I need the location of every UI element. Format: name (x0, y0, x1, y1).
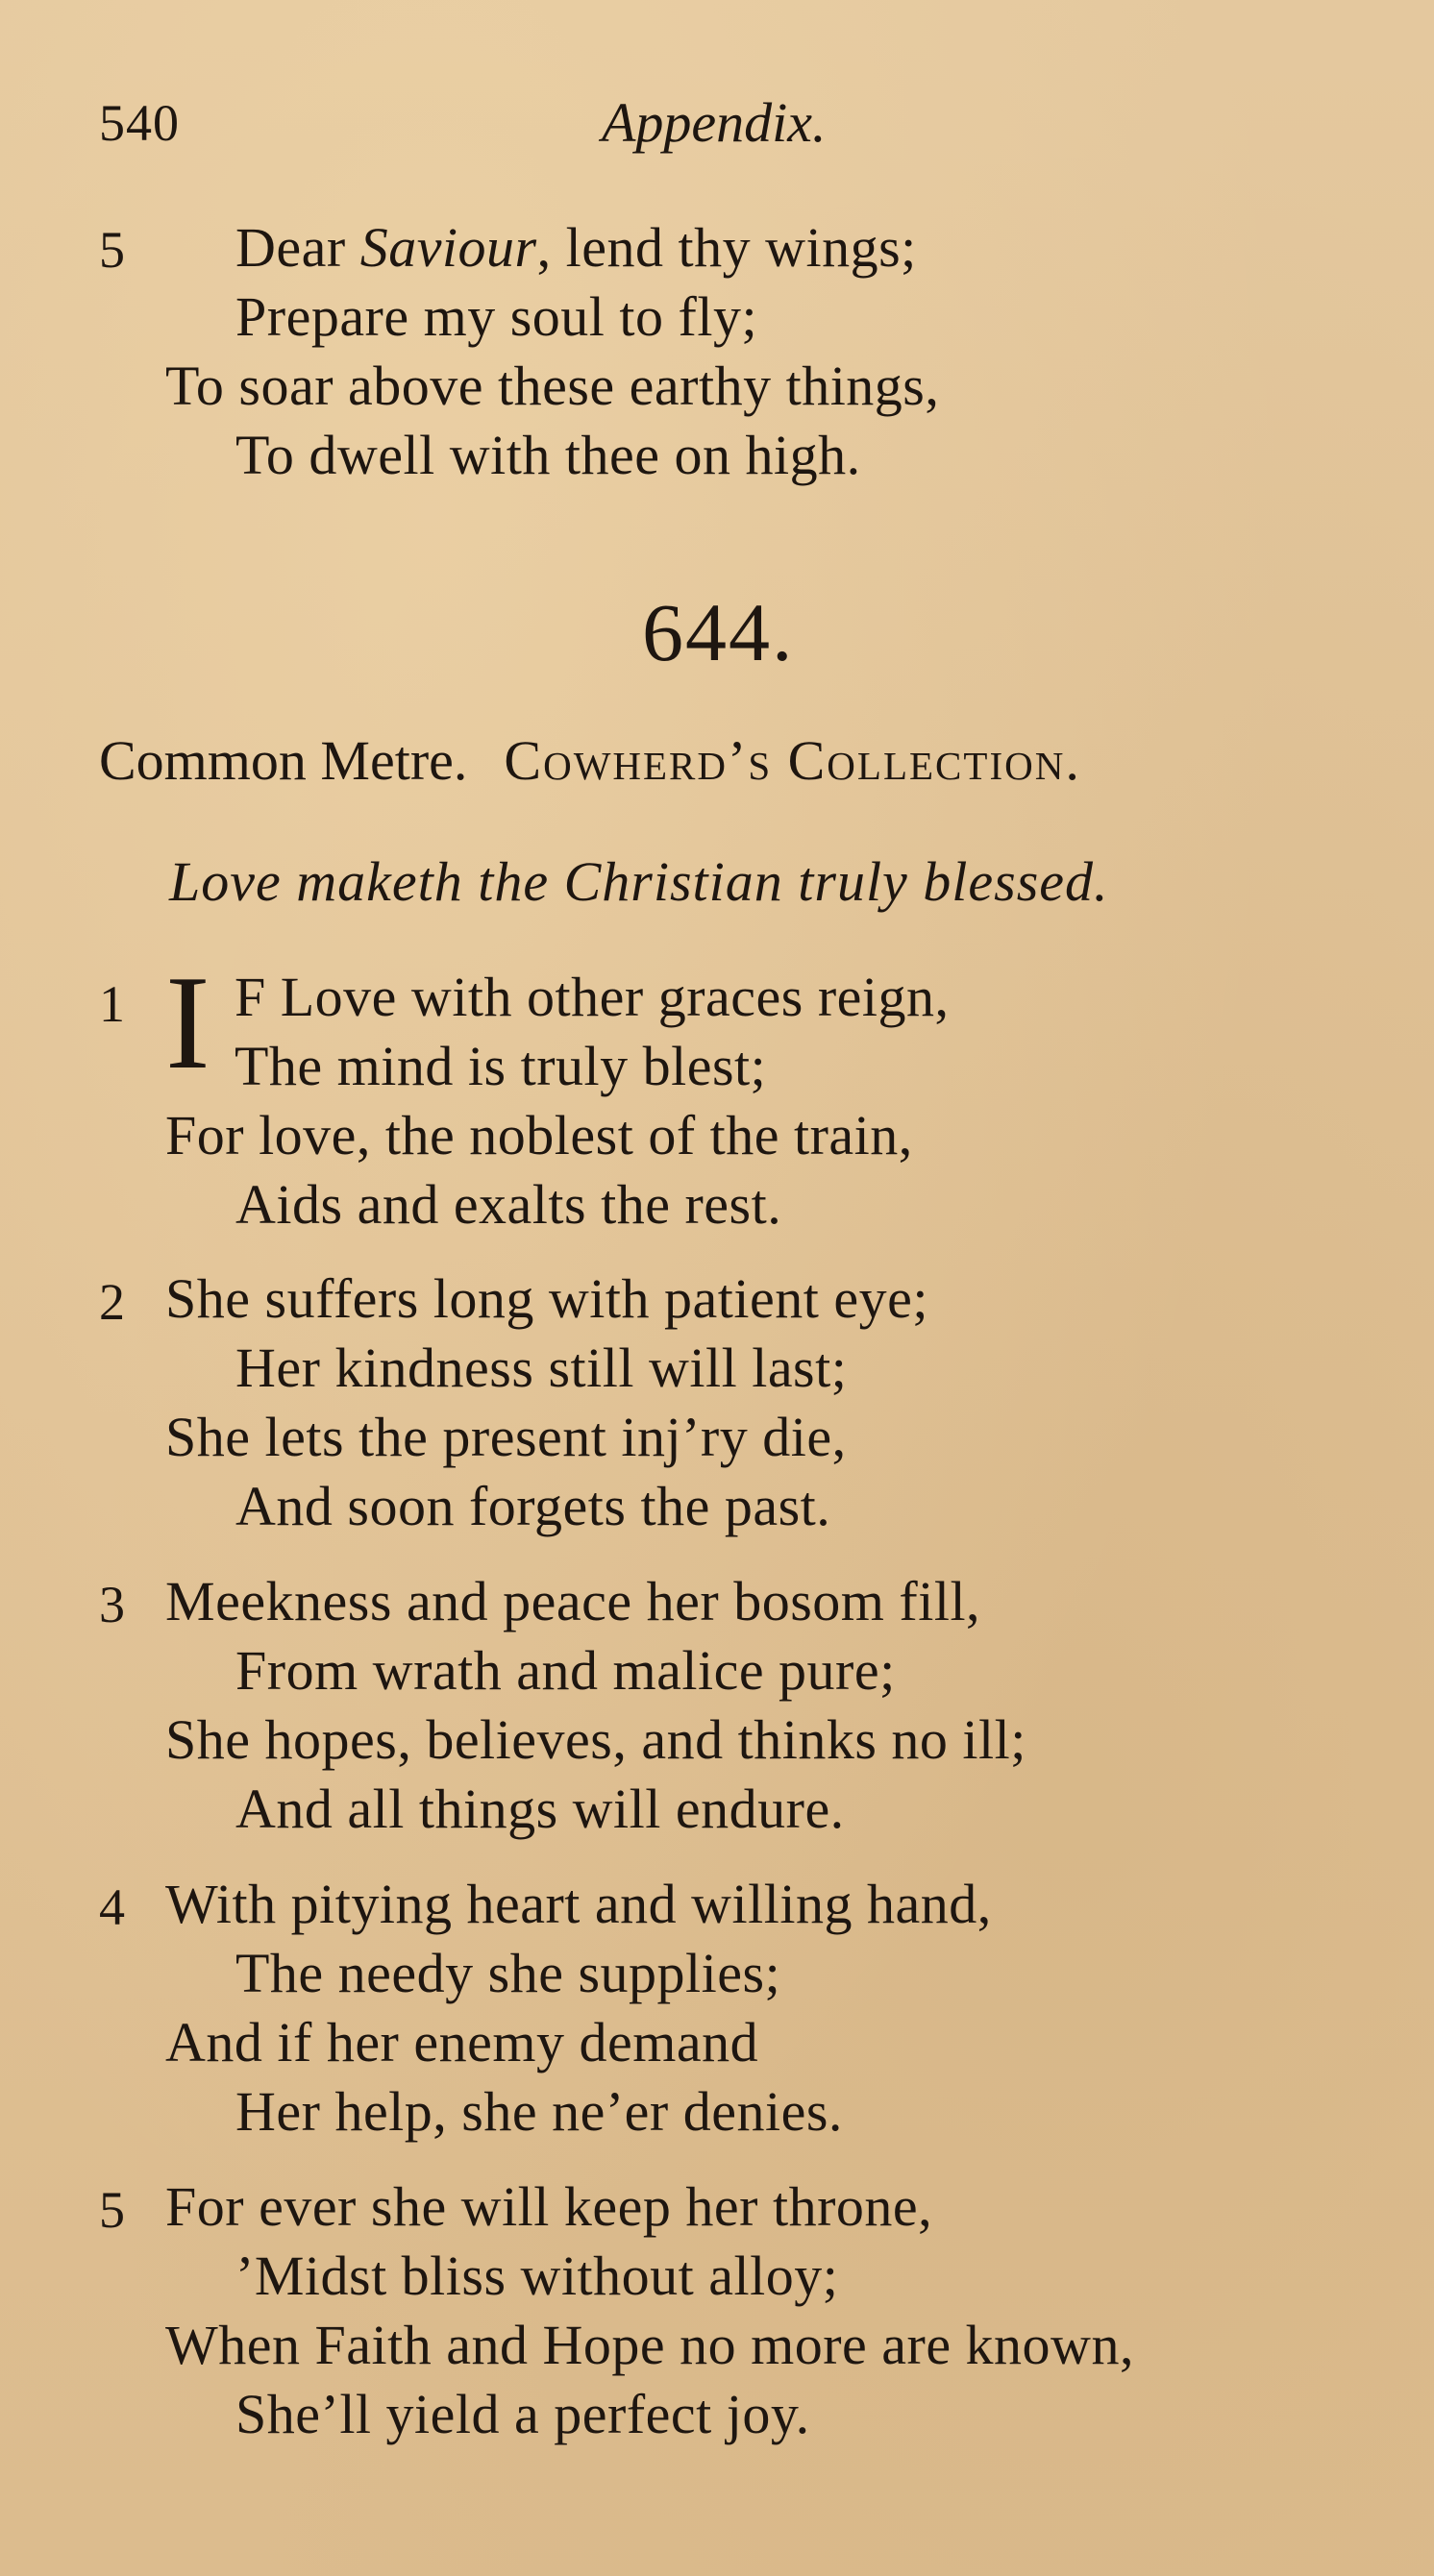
verse-line: And soon forgets the past. (235, 1475, 831, 1537)
verse-line: She lets the present inj’ry die, (165, 1406, 847, 1468)
verse-line: The needy she supplies; (235, 1942, 781, 2004)
drop-cap: I (165, 948, 210, 1097)
verse-line: For love, the noblest of the train, (165, 1104, 913, 1166)
stanza-number: 5 (99, 2181, 125, 2239)
verse-line (235, 213, 917, 282)
stanza-number: 1 (99, 975, 125, 1033)
stanza-number: 2 (99, 1273, 125, 1331)
verse-line: Aids and exalts the rest. (235, 1173, 782, 1236)
verse-line: ’Midst bliss without alloy; (235, 2245, 839, 2307)
stanza-number: 5 (99, 221, 125, 279)
verse-line: With pitying heart and willing hand, (165, 1873, 992, 1935)
verse-line: She suffers long with patient eye; (165, 1267, 928, 1330)
verse-line: To soar above these earthy things, (165, 355, 940, 417)
stanza-number: 3 (99, 1576, 125, 1633)
hymn-title: Love maketh the Christian truly blessed. (169, 850, 1109, 913)
verse-line: Meekness and peace her bosom fill, (165, 1570, 981, 1632)
hymn-meter-line (99, 726, 1081, 796)
verse-text: Dear (235, 216, 360, 279)
verse-line: Her kindness still will last; (235, 1337, 848, 1399)
running-head: Appendix. (602, 91, 827, 154)
verse-text: , lend thy wings; (536, 216, 917, 279)
hymn-meter: Common Metre. (99, 729, 468, 792)
verse-line: To dwell with thee on high. (235, 424, 861, 486)
page-number: 540 (99, 94, 180, 152)
verse-line: And all things will endure. (235, 1778, 845, 1840)
verse-line: For ever she will keep her throne, (165, 2175, 933, 2238)
hymn-collection: Cowherd’s Collection. (504, 729, 1081, 792)
verse-line: She hopes, believes, and thinks no ill; (165, 1708, 1026, 1771)
verse-italic-word: Saviour (359, 216, 537, 279)
stanza-number: 4 (99, 1878, 125, 1936)
verse-line: From wrath and malice pure; (235, 1639, 896, 1702)
verse-line: The mind is truly blest; (235, 1035, 767, 1097)
verse-line: When Faith and Hope no more are known, (165, 2314, 1134, 2376)
verse-line: And if her enemy demand (165, 2011, 759, 2073)
verse-line: Her help, she ne’er denies. (235, 2080, 843, 2143)
verse-line: She’ll yield a perfect joy. (235, 2383, 810, 2445)
hymn-number: 644. (642, 586, 795, 678)
verse-line: F Love with other graces reign, (235, 966, 950, 1028)
verse-line: Prepare my soul to fly; (235, 285, 758, 348)
